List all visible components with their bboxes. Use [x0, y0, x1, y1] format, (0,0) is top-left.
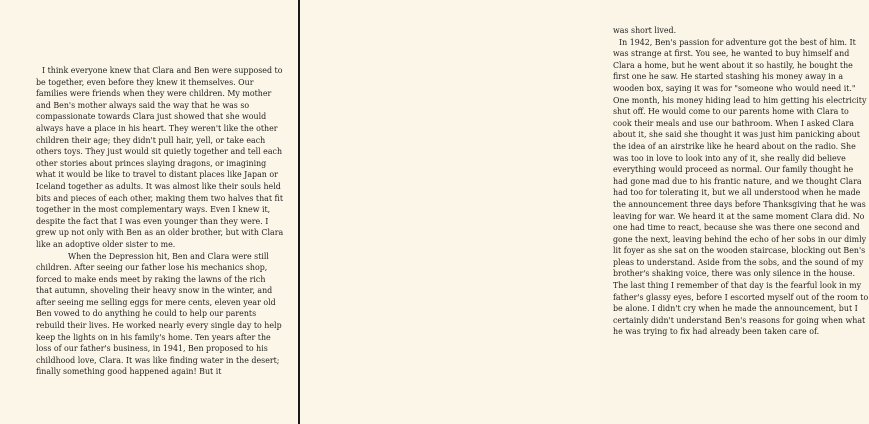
right-page [300, 0, 869, 424]
paragraph: I think everyone knew that Clara and Ben were supposed to be together, even before they knew it themselves. Our families were friends when they were children. My mother and Ben's mother always said the way that he was so compassionate towards Clara just showed that she would always have a place in his heart. They weren't like the other children their age; they didn't pull hair, yell, or take each others toys. They just would sit quietly together and tell each other stories about princes slaying dragons, or imagining what it would be like to travel to distant places like Japan or Iceland together as adults. It was almost like their souls held bits and pieces of each other, making them two halves that fit together in the most complementary ways. Even I knew it, despite the fact that I was even younger than they were. I grew up not only with Ben as an older brother, but with Clara like an adoptive older sister to me. [36, 66, 284, 249]
left-page-text [36, 65, 284, 378]
paragraph: was short lived. [613, 26, 677, 35]
paragraph: When the Depression hit, Ben and Clara were still children. After seeing our father lose his mechanics shop, forced to make ends meet by raking the lawns of the rich that autumn, shoveling their heavy snow in the winter, and after seeing me selling eggs for mere cents, eleven year old Ben vowed to do anything he could to help our parents rebuild their lives. He worked nearly every single day to help keep the lights on in his family's home. Ten years after the loss of our father's business, in 1941, Ben proposed to his childhood love, Clara. It was like finding water in the desert; finally something good happened again! But it [36, 251, 282, 377]
left-page [0, 0, 298, 424]
right-page-text [613, 25, 869, 338]
paragraph: In 1942, Ben's passion for adventure got the best of him. It was strange at first. You see, he wanted to buy himself and Clara a home, but he went about it so hastily, he bought the first one he saw. He started stashing his money away in a wooden box, saying it was for "someone who would need it." One month, his money hiding lead to him getting his electricity shut off. He would come to our parents home with Clara to cook their meals and use our bathroom. When I asked Clara about it, she said she thought it was just him panicking about the idea of an airstrike like he heard about on the radio. She was too in love to look into any of it, she really did believe everything would proceed as normal. Our family thought he had gone mad due to his frantic nature, and we thought Clara had too for tolerating it, but we all understood when he made the announcement three days before Thanksgiving that he was leaving for war. We heard it at the same moment Clara did. No one had time to react, because she was there one second and gone the next, leaving behind the echo of her sobs in our dimly lit foyer as she sat on the wooden staircase, blocking out Ben's pleas to understand. Aside from the sobs, and the sound of my brother's shaking voice, there was only silence in the house. The last thing I remember of that day is the fearful look in my father's glassy eyes, before I escorted myself out of the room to be alone. I didn't cry when he made the announcement, but I certainly didn't understand Ben's reasons for going when what he was trying to fix had already been taken care of. [613, 37, 869, 337]
